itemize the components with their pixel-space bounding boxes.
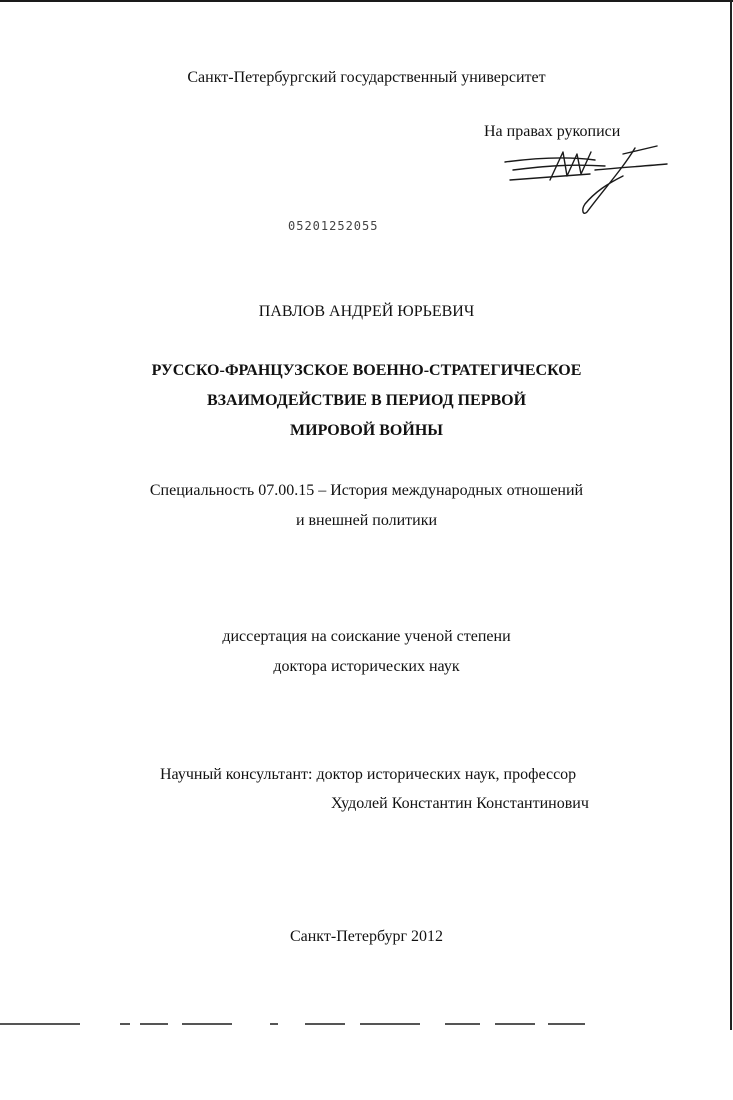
specialty-line-2: и внешней политики <box>295 512 438 529</box>
title-line-3: МИРОВОЙ ВОЙНЫ <box>290 422 443 439</box>
scan-edge-top <box>0 0 733 2</box>
consultant-line-2: Худолей Константин Константинович <box>331 795 589 812</box>
title-line-1: РУССКО-ФРАНЦУЗСКОЕ ВОЕННО-СТРАТЕГИЧЕСКОЕ <box>151 362 582 379</box>
specialty-line-1: Специальность 07.00.15 – История международных отношений <box>149 482 584 499</box>
title-line-2: ВЗАИМОДЕЙСТВИЕ В ПЕРИОД ПЕРВОЙ <box>206 392 527 409</box>
signature-icon <box>495 140 670 220</box>
degree-line-2: доктора исторических наук <box>273 658 460 675</box>
university-name: Санкт-Петербургский государственный университет <box>187 69 546 86</box>
scan-dash-line <box>0 1022 733 1026</box>
place-year: Санкт-Петербург 2012 <box>289 928 444 945</box>
consultant-line-1: Научный консультант: доктор исторических наук, профессор <box>160 766 577 783</box>
degree-line-1: диссертация на соискание ученой степени <box>222 628 511 645</box>
author-name: ПАВЛОВ АНДРЕЙ ЮРЬЕВИЧ <box>258 303 475 320</box>
manuscript-note: На правах рукописи <box>484 123 621 140</box>
serial-number: 05201252055 <box>288 219 379 233</box>
